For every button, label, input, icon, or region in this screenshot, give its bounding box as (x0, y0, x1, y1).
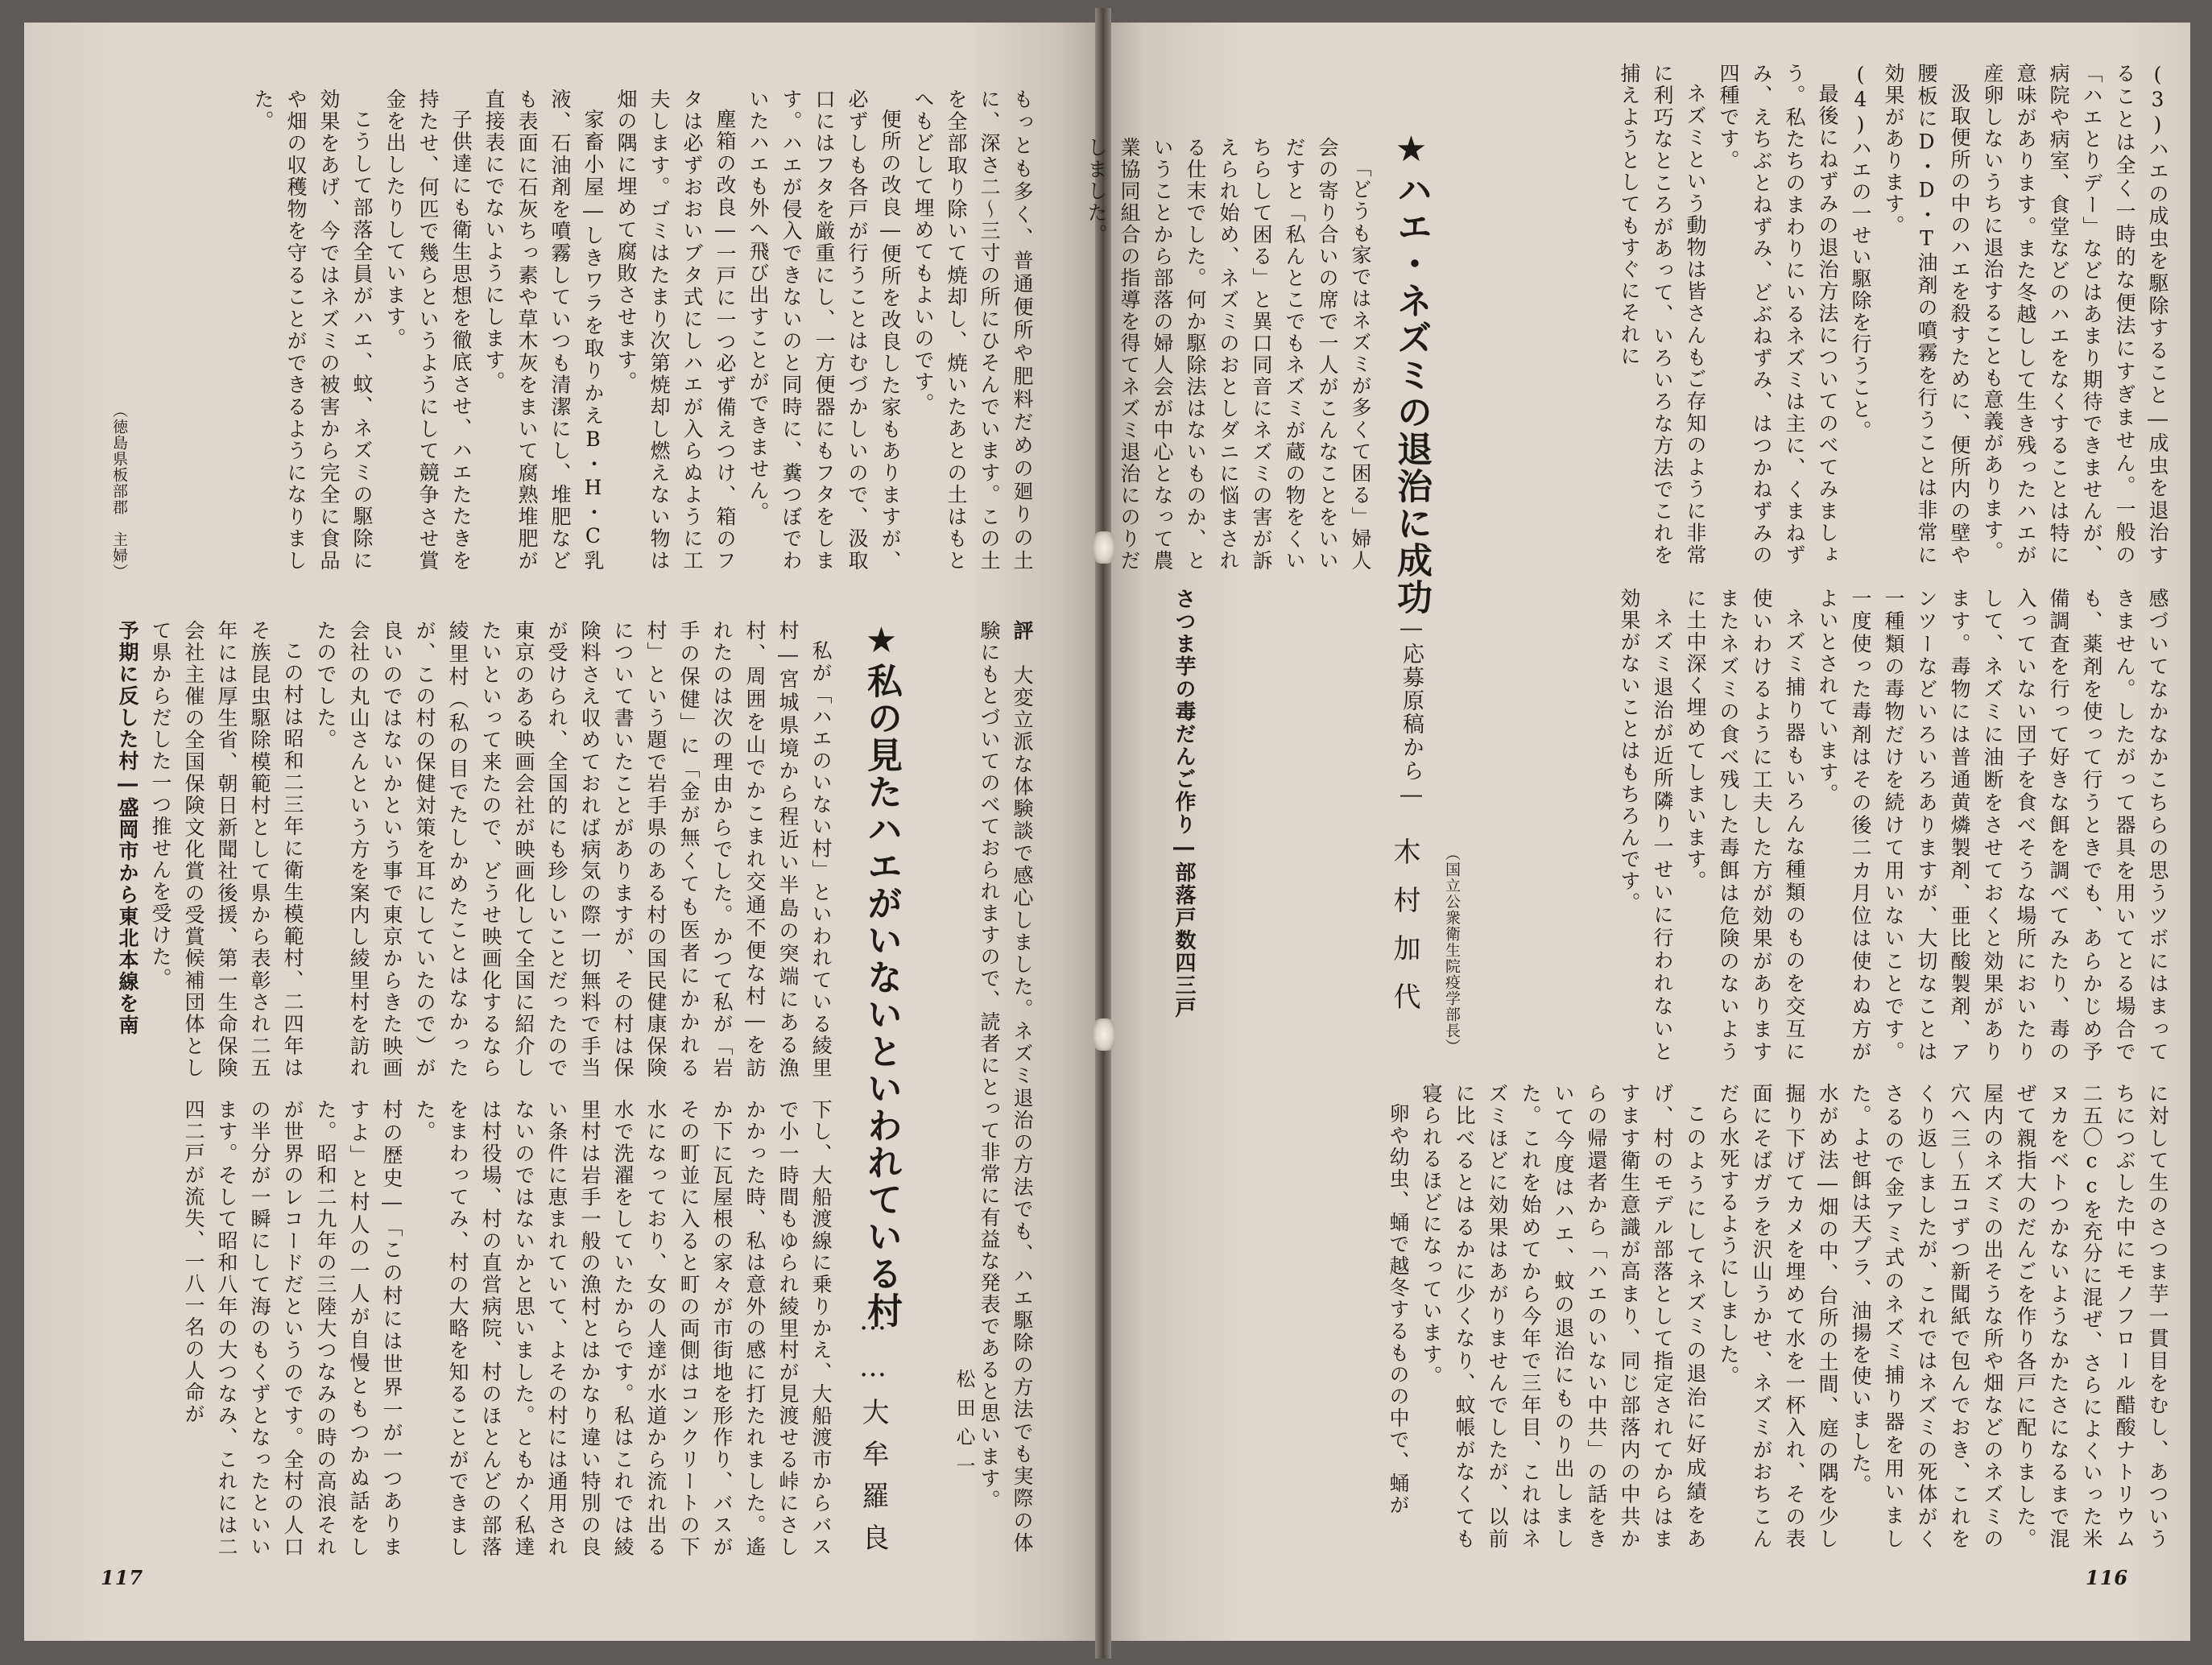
paragraph: 水がめ法―畑の中、台所の土間、庭の隅を少し掘り下げてカメを埋めて水を一杯入れ、その表面にそばガラを沢山うかせ、ネズミがおちこんだら水死するようにしました。 (1717, 1083, 1839, 1551)
paragraph: こうして部落全員がハエ、蚊、ネズミの駆除に効果をあげ、今ではネズミの被害から完全に食品や畑の収穫物を守ることができるようになりました。 (251, 89, 374, 572)
staple-hole-bottom (1094, 1018, 1114, 1051)
page-number-left: 117 (101, 1566, 144, 1589)
paragraph: 子供達にも衛生思想を徹底させ、ハエたたきを持たせ、何匹で幾らというようにして競争させ賞金を出したりしています。 (383, 89, 473, 572)
subhead-sweet-potato: さつま芋の毒だんご作り―部落戸数四三戸 (1172, 588, 1196, 1019)
paragraph: 下し、大船渡線に乗りかえ、大船渡市からバスで小一時間もゆられ綾里村が見渡せる峠にさしかかった時、私は意外の感に打たれました。遙か下に瓦屋根の家々が市街地を形作り、バスがその町並に入ると町の両側はコンクリートの下水になっており、女の人達が水道から流れ出る水で洗濯をしていたからです。私はこれでは綾里村は岩手一般の漁村とはかなり違い特別の良い条件に恵まれていて、よその村には通用されないのではないかと思いました。ともかく私達は村役場、村の直営病院、村のほとんどの部落をまわってみ、村の大略を知ることができました。 (413, 1099, 833, 1558)
paragraph: 感づいてなかなかこちらの思うツボにはまってきません。したがって器具を用いてとる場合でも、薬剤を使って行うときでも、あらかじめ予備調査を行って好きな餌を調べてみたり、毒の入っていない団子を食べそうな場所においたりして、ネズミに油断をさせておくと効果があります。毒物には普通黄燐製剤、亜比酸製剤、アンツーなどいろいろありますが、大切なことは一種類の毒物だけを続けて用いないことです。一度使った毒剤はその後二カ月位は使わぬ方がよいとされています。 (1816, 588, 2169, 1063)
heading-title: ★私の見たハエがいないといわれている村 (861, 620, 902, 1329)
paragraph: この村は昭和二三年に衛生模範村、二四年はそ族昆虫駆除模範村として県から表彰され二五年には厚生省、朝日新聞社後援、第一生命保険会社主催の全国保険文化賞の受賞候補団体として県からだした一つ推せんを受けた。 (149, 620, 304, 1079)
paragraph: (3)ハエの成虫を駆除すること―成虫を退治することは全く一時的な便法にすぎません。一般の「ハエとりデー」などはあまり期待できませんが、病院や病室、食堂などのハエをなくすることは特に意味があります。また冬越しして生き残ったハエが産卵しないうちに退治することも意義があります。 (1981, 63, 2169, 567)
paragraph: 便所の改良―便所を改良した家もありますが、必ずしも各戸が行うことはむづかしいので、汲取口にはフタを厳重にし、一方便器にもフタをします。ハエが侵入できないのと同時に、糞つぼでわいたハエも外へ飛び出すことができません。 (746, 89, 902, 572)
author-affiliation: （国立公衆衛生院疫学部長） (1443, 845, 1461, 1055)
left-middle-text (97, 620, 837, 1079)
review-text (973, 620, 1039, 1554)
paragraph: 卵や幼虫、蛹で越冬するものの中で、蛹が (1387, 1103, 1410, 1516)
subhead-unexpected-village: 予期に反した村―盛岡市から東北本線を南 (116, 620, 139, 1036)
paragraph: (4)ハエの一せい駆除を行うこと。 (1849, 63, 1872, 442)
right-top-text (1618, 63, 2174, 567)
paragraph: ネズミ退治が近所隣り一せいに行われないと効果がないことはもちろんです。 (1618, 588, 1674, 1063)
paragraph: 私が「ハエのいない村」といわれている綾里村―宮城県境から程近い半島の突端にある漁村、周囲を山でかこまれ交通不便な村―を訪れたのは次の理由からでした。かつて私が「岩手の保健」に「金が無くても医者にかかれる村」という題で岩手県のある村の国民健康保険について書いたことがありますが、その村は保険料さえ収めておれば病気の際一切無料で手当が受けられ、全国的にも珍しいことだったので東京のある映画会社が映画化して全国に紹介したいといって来たので、どうせ映画化するなら綾里村（私の目でたしかめたことはなかったが、この村の保健対策を耳にしていたので）が良いのではないかという事で東京からきた映画会社の丸山さんという方を案内し綾里村を訪れたのでした。 (314, 620, 833, 1079)
article-signature: （徳島県板部郡 主婦） (110, 403, 128, 580)
right-bottom-text (1160, 1083, 2174, 1550)
article-heading-rats (1385, 129, 1437, 809)
paragraph: ネズミという動物は皆さんもご存知のように非常に利巧なところがあって、いろいろな方法でこれを捕えようとしてもすぐにそれに (1618, 63, 1707, 566)
heading-author: ……大牟羅良 (857, 1304, 889, 1565)
article-heading-village (855, 620, 907, 1329)
paragraph: 最後にねずみの退治方法についてのべてみましょう。私たちのまわりにいるネズミは主に、くまねずみ、えちぶとねずみ、どぶねずみ、はつかねずみの四種です。 (1717, 63, 1839, 566)
paragraph: このようにしてネズミの退治に好成績をあげ、村のモデル部落として指定されてからはますます衛生意識が高まり、同じ部落内の中共からの帰還者から「ハエのいない中共」の話をきいて今度はハエ、蚊の退治にものり出しました。これを始めてから今年で三年目、これはネズミほどに効果はあがりませんでしたが、以前に比べるとはるかに少くなり、蚊帳がなくても寝られるほどになっています。 (1420, 1083, 1707, 1551)
left-bottom-text (97, 1099, 837, 1558)
left-top-text (97, 89, 1039, 572)
author-name: 木村加代 (1388, 837, 1420, 1031)
right-middle-text (1554, 588, 2174, 1063)
reviewer-name: 松田心一 (953, 1369, 975, 1485)
review-label: 評 (1011, 620, 1034, 642)
paragraph: に対して生のさつま芋一貫目をむし、あついうちにつぶした中にモノフロール醋酸ナトリウム二五〇ccを充分に混ぜ、さらによくいった米ヌカをベトつかないようなかたさになるまで混ぜて親指大のだんごを作り各戸に配りました。屋内のネズミの出そうな所や畑などのネズミの穴へ三〜五コずつ新聞紙で包んでおき、これをくり返しましたが、これではネズミの死体がくさるので金アミ式のネズミ捕り器を用いました。よせ餌は天プラ、油揚を使いました。 (1849, 1083, 2169, 1550)
paragraph: 村の歴史―「この村には世界一が一つありますよ」と村人の一人が自慢ともつかぬ話をした。昭和二九年の三陸大つなみの時の高浪それが世界のレコードだというのです。全村の人口の半分が一瞬にして海のもくずとなったといいます。そして昭和八年の大つなみ、これには二四二戸が流失、一八一名の人命が (182, 1099, 403, 1558)
paragraph: 「どうも家ではネズミが多くて困る」婦人会の寄り合いの席で一人がこんなことをいいだすと「私んとこでもネズミが蔵の物をくいちらして困る」と異口同音にネズミの害が訴えられ始め、ネズミのおとしダニに悩まされる仕末でした。何か駆除法はないものか、ということから部落の婦人会が中心となって農業協同組合の指導を得てネズミ退治にのりだしました。 (1085, 137, 1372, 572)
page-number-right: 116 (2086, 1566, 2129, 1589)
paragraph: 塵箱の改良―一戸に一つ必ず備えつけ、箱のフタは必ずおおいブタ式にしハエが入らぬように工夫します。ゴミはたまり次第焼却し燃えない物は畑の隅に埋めて腐敗させます。 (614, 89, 737, 572)
heading-title: ★ハエ・ネズミの退治に成功 (1391, 129, 1432, 616)
paragraph: 家畜小屋―しきワラを取りかえB・H・C乳液、石油剤を噴霧していつも清潔にし、堆肥なども表面に石灰ちっ素や草木灰をまいて腐熟堆肥が直接表にでないようにします。 (482, 89, 605, 572)
paragraph: もっとも多く、普通便所や肥料だめの廻りの土に、深さ二〜三寸の所にひそんでいます。この土を全部取り除いて焼却し、焼いたあとの土はもとへもどして埋めてもよいのです。 (912, 89, 1034, 572)
paragraph: ネズミ捕り器もいろんな種類のものを交互に使いわけるように工夫した方が効果がありますまたネズミの食べ残した毒餌は危険のないように土中深く埋めてしまいます。 (1684, 588, 1806, 1063)
heading-subtitle: ―応募原稿から― (1399, 616, 1424, 809)
right-top-left-text (1085, 137, 1377, 572)
paragraph: 汲取便所の中のハエを殺すために、便所内の壁や腰板にD・D・T油剤の噴霧を行うことは非常に効果があります。 (1882, 63, 1971, 566)
review-body: 大変立派な体験談で感心しました。ネズミ退治の方法でも、ハエ駆除の方法でも実際の体験にもとづいてのべておられますので、読者にとって非常に有益な発表であると思います。 (978, 620, 1034, 1555)
